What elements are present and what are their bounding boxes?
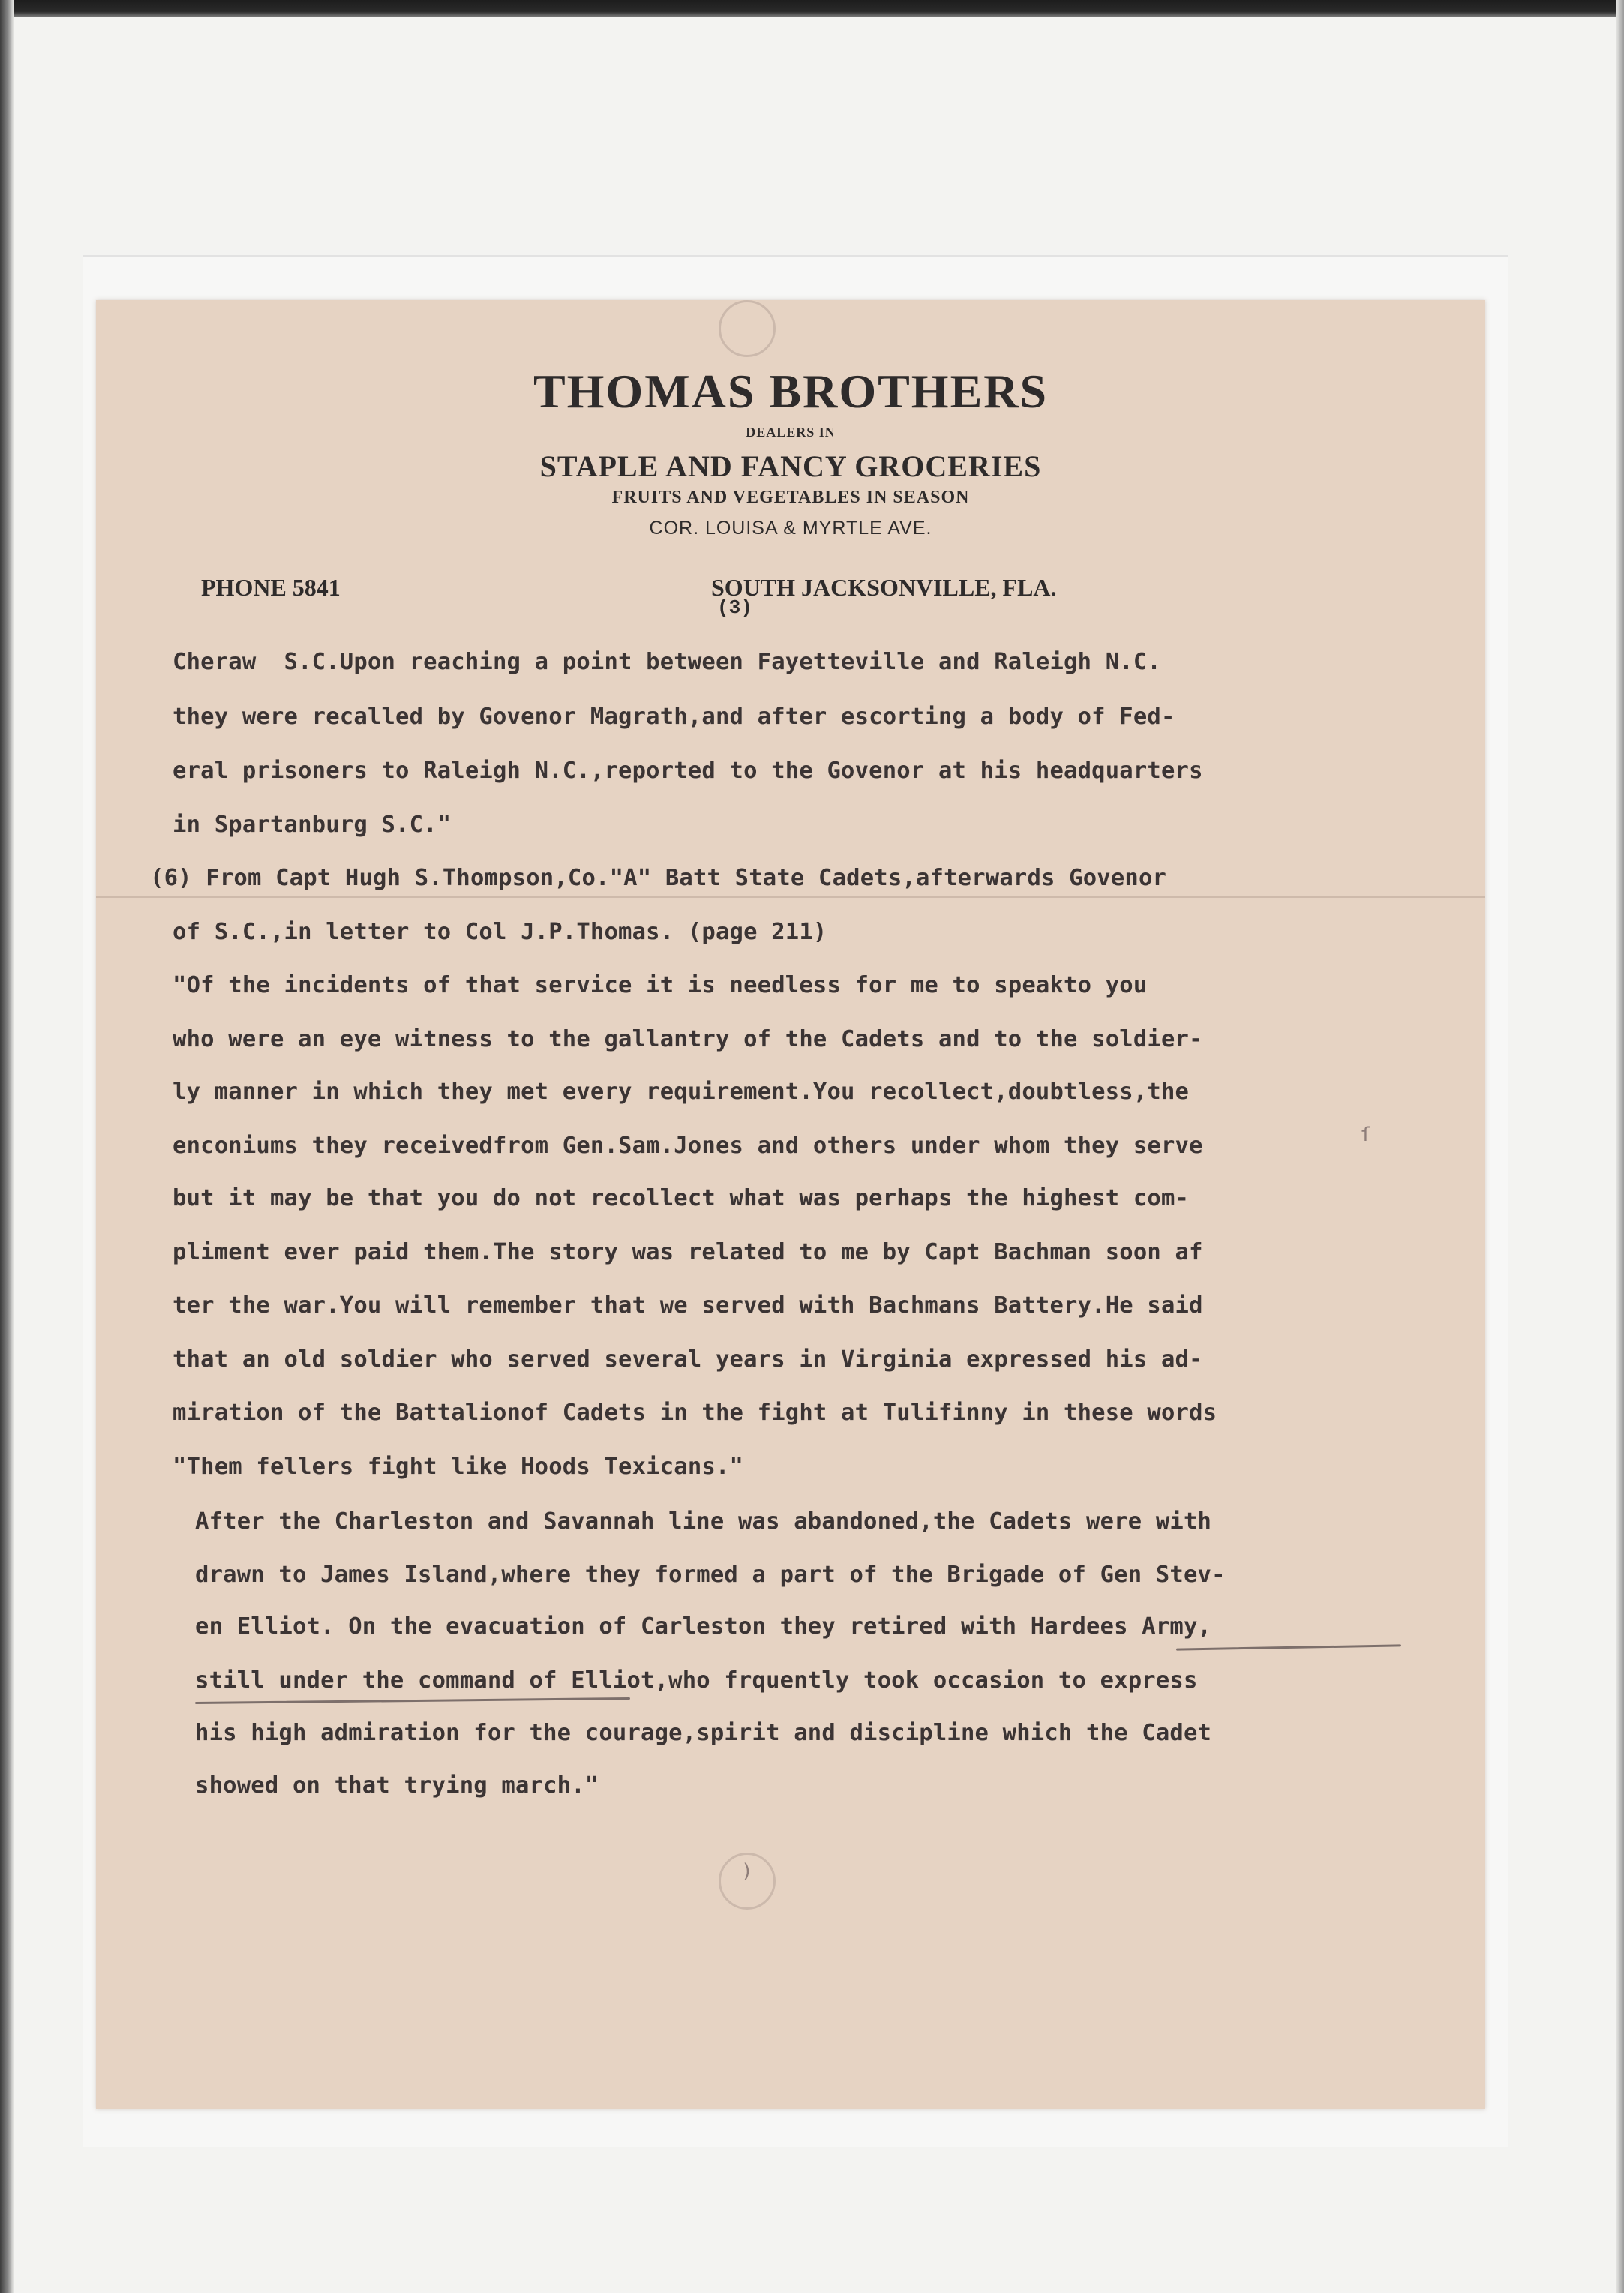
letter-page bbox=[96, 300, 1485, 2109]
body-line: enconiums they receivedfrom Gen.Sam.Jones and others under whom they serve bbox=[173, 1133, 1203, 1159]
body-line: ly manner in which they met every requirement.You recollect,doubtless,the bbox=[173, 1079, 1190, 1105]
pencil-mark: ſ bbox=[1360, 1124, 1372, 1146]
body-line: eral prisoners to Raleigh N.C.,reported to the Govenor at his headquarters bbox=[173, 758, 1203, 784]
body-line: (6) From Capt Hugh S.Thompson,Co."A" Batt State Cadets,afterwards Govenor bbox=[150, 865, 1167, 891]
scanner-top-edge bbox=[0, 0, 1624, 17]
phone-number: PHONE 5841 bbox=[201, 574, 341, 601]
pencil-underline bbox=[195, 1697, 630, 1704]
body-line: his high admiration for the courage,spirit and discipline which the Cadet bbox=[195, 1720, 1212, 1746]
body-line: en Elliot. On the evacuation of Carleston they retired with Hardees Army, bbox=[195, 1613, 1212, 1640]
body-line: pliment ever paid them.The story was related to me by Capt Bachman soon af bbox=[173, 1239, 1203, 1265]
staple-groceries-line: STAPLE AND FANCY GROCERIES bbox=[539, 449, 1042, 483]
body-line: still under the command of Elliot,who frquently took occasion to express bbox=[195, 1667, 1198, 1694]
street-address: COR. LOUISA & MYRTLE AVE. bbox=[649, 518, 932, 539]
body-line: showed on that trying march." bbox=[195, 1772, 599, 1799]
company-name: THOMAS BROTHERS bbox=[533, 365, 1049, 418]
pencil-underline bbox=[1176, 1644, 1401, 1650]
body-line: that an old soldier who served several years in Virginia expressed his ad- bbox=[173, 1346, 1203, 1373]
body-line: "Them fellers fight like Hoods Texicans." bbox=[173, 1454, 744, 1480]
body-line: ter the war.You will remember that we served with Bachmans Battery.He said bbox=[173, 1292, 1203, 1319]
body-line: After the Charleston and Savannah line was abandoned,the Cadets were with bbox=[195, 1508, 1212, 1535]
body-line: they were recalled by Govenor Magrath,and after escorting a body of Fed- bbox=[173, 704, 1175, 730]
page-number: (3) bbox=[717, 596, 752, 619]
fruits-vegetables-line: FRUITS AND VEGETABLES IN SEASON bbox=[611, 488, 970, 507]
dealers-in-label: DEALERS IN bbox=[746, 425, 836, 440]
body-line: drawn to James Island,where they formed a part of the Brigade of Gen Stev- bbox=[195, 1562, 1226, 1588]
pencil-mark: ) bbox=[741, 1860, 753, 1883]
body-line: Cheraw S.C.Upon reaching a point between Fayetteville and Raleigh N.C. bbox=[173, 649, 1161, 675]
scanner-right-edge bbox=[1616, 0, 1624, 2293]
body-line: "Of the incidents of that service it is needless for me to speakto you bbox=[173, 972, 1148, 998]
body-line: who were an eye witness to the gallantry of the Cadets and to the soldier- bbox=[173, 1026, 1203, 1052]
city-location: SOUTH JACKSONVILLE, FLA. bbox=[711, 574, 1057, 601]
scanner-left-edge bbox=[0, 0, 14, 2293]
body-line: but it may be that you do not recollect what was perhaps the highest com- bbox=[173, 1185, 1190, 1211]
body-line: in Spartanburg S.C." bbox=[173, 812, 452, 838]
body-line: of S.C.,in letter to Col J.P.Thomas. (page 211) bbox=[173, 919, 827, 945]
body-line: miration of the Battalionof Cadets in the fight at Tulifinny in these words bbox=[173, 1400, 1217, 1426]
letter-body bbox=[96, 300, 1485, 2109]
